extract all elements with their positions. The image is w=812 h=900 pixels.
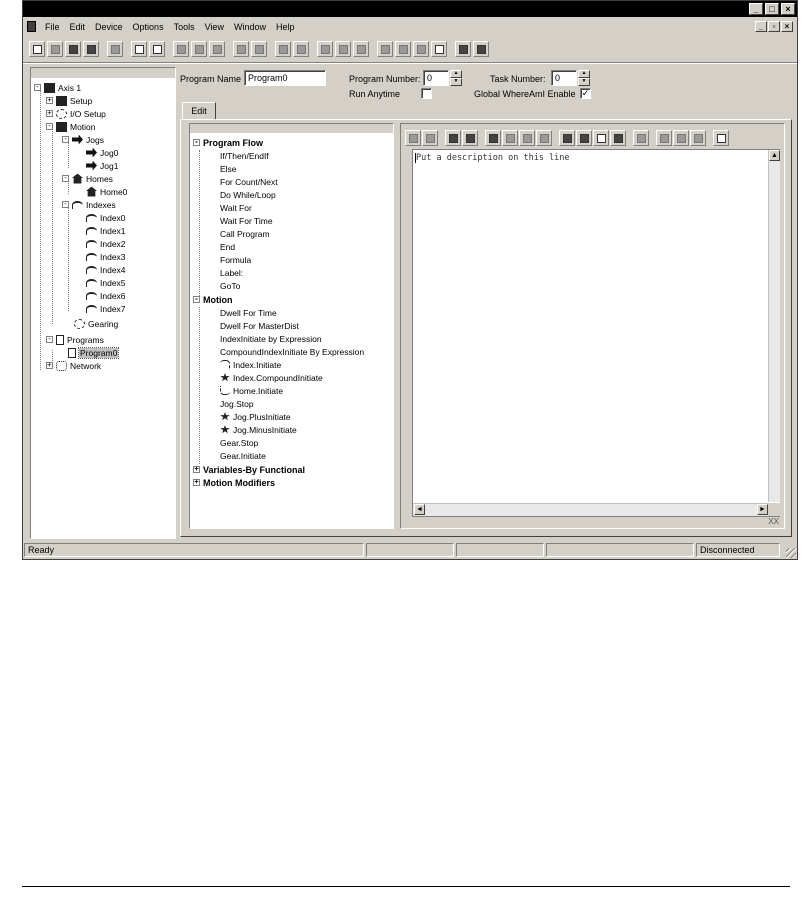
- menu-help[interactable]: Help: [275, 22, 295, 32]
- program-editor: [400, 123, 785, 529]
- program-name-label: Program Name: [180, 74, 242, 84]
- expander-axis[interactable]: -: [35, 83, 40, 91]
- flag-icon[interactable]: [413, 41, 429, 57]
- down-arrow-icon[interactable]: [149, 41, 165, 57]
- cmd-home-initiate[interactable]: Home.Initiate: [233, 385, 284, 396]
- redo-icon[interactable]: [422, 130, 438, 146]
- tree-item-programs[interactable]: Programs: [67, 334, 104, 345]
- find-replace-icon[interactable]: [462, 130, 478, 146]
- doc-restore-button[interactable]: ▫: [768, 21, 780, 32]
- cmd-dwell-for-masterdist[interactable]: Dwell For MasterDist: [220, 320, 299, 331]
- tree-item-axis-1[interactable]: Axis 1: [58, 82, 82, 93]
- tree-item-index0[interactable]: Index0: [100, 212, 126, 223]
- tree-item-program0[interactable]: Program0: [80, 347, 118, 358]
- group-program-flow[interactable]: Program Flow: [203, 137, 264, 148]
- remove-icon[interactable]: [191, 41, 207, 57]
- arrow-icon: [86, 148, 97, 158]
- stop-icon[interactable]: [395, 41, 411, 57]
- resize-grip[interactable]: [786, 548, 796, 558]
- editor-footer: [412, 516, 780, 527]
- print-icon[interactable]: [83, 41, 99, 57]
- command-tree[interactable]: [189, 123, 394, 529]
- menu-options[interactable]: Options: [132, 22, 164, 32]
- cmd-formula[interactable]: Formula: [220, 254, 252, 265]
- network-icon: [56, 361, 67, 371]
- cmd-jog-stop[interactable]: Jog.Stop: [220, 398, 254, 409]
- edit-tab-body: [180, 119, 792, 537]
- tree-item-index6[interactable]: Index6: [100, 290, 126, 301]
- tree-item-index3[interactable]: Index3: [100, 251, 126, 262]
- expander-setup[interactable]: +: [47, 96, 52, 104]
- menu-edit[interactable]: Edit: [69, 22, 86, 32]
- task-number-spinner[interactable]: ▲ ▼: [578, 70, 590, 86]
- undo-icon[interactable]: [405, 130, 421, 146]
- menu-bar: [23, 19, 797, 35]
- group-motion-modifiers[interactable]: Motion Modifiers: [203, 477, 275, 488]
- doc-icon: [56, 335, 64, 345]
- doc2-icon[interactable]: [293, 41, 309, 57]
- doc-minimize-button[interactable]: _: [755, 21, 767, 32]
- profile-icon: [220, 360, 230, 369]
- program-number-spinner[interactable]: ▲ ▼: [450, 70, 462, 86]
- tree-item-motion[interactable]: Motion: [70, 121, 96, 132]
- bookmark-next-icon[interactable]: [519, 130, 535, 146]
- app-icon[interactable]: [27, 21, 36, 32]
- cmd-dwell-for-time[interactable]: Dwell For Time: [220, 307, 277, 318]
- tree-item-index1[interactable]: Index1: [100, 225, 126, 236]
- tree-item-homes[interactable]: Homes: [86, 173, 113, 184]
- cmd-gear-stop[interactable]: Gear.Stop: [220, 437, 259, 448]
- tree-item-setup[interactable]: Setup: [70, 95, 93, 106]
- bookmark-clear-icon[interactable]: [536, 130, 552, 146]
- profile-icon: [86, 305, 97, 313]
- cmd-jog-plusinitiate[interactable]: Jog.PlusInitiate: [233, 411, 291, 422]
- run-to-icon[interactable]: [610, 130, 626, 146]
- tree-item-jog0[interactable]: Jog0: [100, 147, 119, 158]
- editor-footer-mark: XX: [768, 517, 779, 526]
- cmd-gear-initiate[interactable]: Gear.Initiate: [220, 450, 266, 461]
- code-editor[interactable]: [412, 149, 780, 516]
- find-icon[interactable]: [445, 130, 461, 146]
- program-number-input[interactable]: 0: [423, 70, 449, 86]
- profile-icon: [86, 240, 97, 248]
- menu-device[interactable]: Device: [95, 22, 123, 32]
- up-arrow-icon[interactable]: [131, 41, 147, 57]
- doc-close-button[interactable]: ×: [781, 21, 793, 32]
- profile-icon: [86, 292, 97, 300]
- stop-icon[interactable]: [656, 130, 672, 146]
- doc-icon: [68, 348, 76, 358]
- tree-item-network[interactable]: Network: [70, 360, 102, 371]
- tree-item-indexes[interactable]: Indexes: [86, 199, 116, 210]
- tree-item-jogs[interactable]: Jogs: [86, 134, 104, 145]
- expander-motion-group[interactable]: -: [194, 295, 199, 303]
- star-icon: [220, 412, 230, 421]
- device-icon: [44, 83, 55, 93]
- close-button[interactable]: ×: [781, 3, 795, 15]
- insert-icon[interactable]: [173, 41, 189, 57]
- task-number-input[interactable]: 0: [551, 70, 577, 86]
- house-icon: [86, 187, 97, 197]
- page-rule: [22, 886, 790, 887]
- tree-item-home0[interactable]: Home0: [100, 186, 128, 197]
- step-into-icon[interactable]: [593, 130, 609, 146]
- task-number-label: Task Number:: [490, 74, 546, 84]
- cmd-call-program[interactable]: Call Program: [220, 228, 270, 239]
- cmd-wait-for[interactable]: Wait For: [220, 202, 252, 213]
- tab-edit[interactable]: Edit: [182, 102, 216, 120]
- horizontal-scrollbar[interactable]: [413, 503, 769, 516]
- cmd-if-then-endif[interactable]: If/Then/EndIf: [220, 150, 269, 161]
- new-icon[interactable]: [29, 41, 45, 57]
- program-number-label: Program Number:: [349, 74, 421, 84]
- group-variables-by-functional[interactable]: Variables-By Functional: [203, 464, 306, 475]
- tree-item-jog1[interactable]: Jog1: [100, 160, 119, 171]
- title-bar: [23, 1, 797, 17]
- expander-indexes[interactable]: -: [63, 200, 68, 208]
- status-text: Ready: [24, 543, 364, 557]
- setup-icon: [56, 96, 67, 106]
- scroll-left-button[interactable]: ◄: [414, 504, 425, 515]
- save-icon[interactable]: [65, 41, 81, 57]
- breakpoint-icon[interactable]: [559, 130, 575, 146]
- scroll-right-button[interactable]: ►: [757, 504, 768, 515]
- connection-status: Disconnected: [696, 543, 780, 557]
- cmd-do-while-loop[interactable]: Do While/Loop: [220, 189, 276, 200]
- home-icon: [220, 386, 230, 395]
- house-icon: [72, 174, 83, 184]
- menu-window[interactable]: Window: [233, 22, 266, 32]
- expander-motion-modifiers[interactable]: +: [194, 478, 199, 486]
- tree-item-gearing[interactable]: Gearing: [88, 318, 119, 329]
- plus-icon[interactable]: [233, 41, 249, 57]
- minus-icon[interactable]: [251, 41, 267, 57]
- profile-icon: [86, 279, 97, 287]
- status-pane-3: [456, 543, 544, 557]
- cmd-index-initiate[interactable]: Index.Initiate: [233, 359, 282, 370]
- bookmark-icon[interactable]: [502, 130, 518, 146]
- expander-variables[interactable]: +: [194, 465, 199, 473]
- doc-icon[interactable]: [275, 41, 291, 57]
- tree-item-index5[interactable]: Index5: [100, 277, 126, 288]
- app-window: [22, 0, 798, 560]
- open-icon[interactable]: [47, 41, 63, 57]
- upload-icon[interactable]: [107, 41, 123, 57]
- vertical-scrollbar[interactable]: [768, 150, 780, 502]
- run-anytime-checkbox[interactable]: [421, 88, 432, 99]
- cmd-jog-minusinitiate[interactable]: Jog.MinusInitiate: [233, 424, 297, 435]
- cmd-end[interactable]: End: [220, 241, 236, 252]
- delete-icon[interactable]: [209, 41, 225, 57]
- expander-motion[interactable]: -: [47, 122, 52, 130]
- expander-homes[interactable]: -: [63, 174, 68, 182]
- tree-item-index4[interactable]: Index4: [100, 264, 126, 275]
- check-icon[interactable]: [713, 130, 729, 146]
- gear-icon: [74, 319, 85, 329]
- program-name-input[interactable]: Program0: [244, 70, 326, 86]
- flag-icon[interactable]: [673, 130, 689, 146]
- profile-icon: [86, 253, 97, 261]
- zoom-icon[interactable]: [317, 41, 333, 57]
- status-pane-2: [366, 543, 454, 557]
- expander-jogs[interactable]: -: [63, 135, 68, 143]
- step-icon[interactable]: [576, 130, 592, 146]
- project-tree[interactable]: [30, 67, 176, 539]
- star-icon: [220, 425, 230, 434]
- cmd-wait-for-time[interactable]: Wait For Time: [220, 215, 273, 226]
- cmd-goto[interactable]: GoTo: [220, 280, 241, 291]
- profile-icon: [86, 214, 97, 222]
- star-icon: [220, 373, 230, 382]
- io-icon: [56, 109, 67, 119]
- cmd-for-count-next[interactable]: For Count/Next: [220, 176, 278, 187]
- arrow-icon: [86, 161, 97, 171]
- group-motion[interactable]: Motion: [203, 294, 233, 305]
- minimize-button[interactable]: _: [749, 3, 763, 15]
- device-icon[interactable]: [377, 41, 393, 57]
- program-view: [177, 63, 795, 541]
- run-anytime-label: Run Anytime: [349, 89, 401, 99]
- main-toolbar: [29, 38, 491, 60]
- tree-item-io-setup[interactable]: I/O Setup: [70, 108, 106, 119]
- maximize-button[interactable]: □: [765, 3, 779, 15]
- cmd-else[interactable]: Else: [220, 163, 237, 174]
- expander-programs[interactable]: -: [47, 335, 52, 343]
- editor-first-line: Put a description on this line: [416, 153, 570, 163]
- expander-io-setup[interactable]: +: [47, 109, 52, 117]
- profile-icon: [86, 227, 97, 235]
- scroll-up-button[interactable]: ▲: [769, 150, 780, 161]
- profile-icon: [72, 201, 83, 209]
- menu-view[interactable]: View: [204, 22, 224, 32]
- jogs-icon: [72, 135, 83, 145]
- tree-item-index2[interactable]: Index2: [100, 238, 126, 249]
- global-whereami-checkbox[interactable]: ✓: [581, 88, 590, 98]
- window-icon[interactable]: [431, 41, 447, 57]
- status-pane-4: [546, 543, 694, 557]
- cmd-index-compoundinitiate[interactable]: Index.CompoundInitiate: [233, 372, 323, 383]
- expander-network[interactable]: +: [47, 361, 52, 369]
- help-icon[interactable]: [455, 41, 471, 57]
- menu-file[interactable]: File: [45, 22, 60, 32]
- cmd-indexinitiate-by-expression[interactable]: IndexInitiate by Expression: [220, 333, 322, 344]
- watch-icon[interactable]: [633, 130, 649, 146]
- context-help-icon[interactable]: [473, 41, 489, 57]
- menu-tools[interactable]: Tools: [173, 22, 195, 32]
- pen-icon[interactable]: [485, 130, 501, 146]
- motion-icon: [56, 122, 67, 132]
- cmd-compoundindexinitiate-by-expression[interactable]: CompoundIndexInitiate By Expression: [220, 346, 365, 357]
- expander-program-flow[interactable]: -: [194, 138, 199, 146]
- camera-icon[interactable]: [690, 130, 706, 146]
- status-bar: [23, 541, 797, 559]
- tree-item-index7[interactable]: Index7: [100, 303, 126, 314]
- global-whereami-label: Global WhereAmI Enable: [474, 89, 576, 99]
- cmd-label[interactable]: Label:: [220, 267, 244, 278]
- glasses-icon[interactable]: [353, 41, 369, 57]
- profile-icon: [86, 266, 97, 274]
- find-icon[interactable]: [335, 41, 351, 57]
- editor-toolbar: [405, 128, 730, 148]
